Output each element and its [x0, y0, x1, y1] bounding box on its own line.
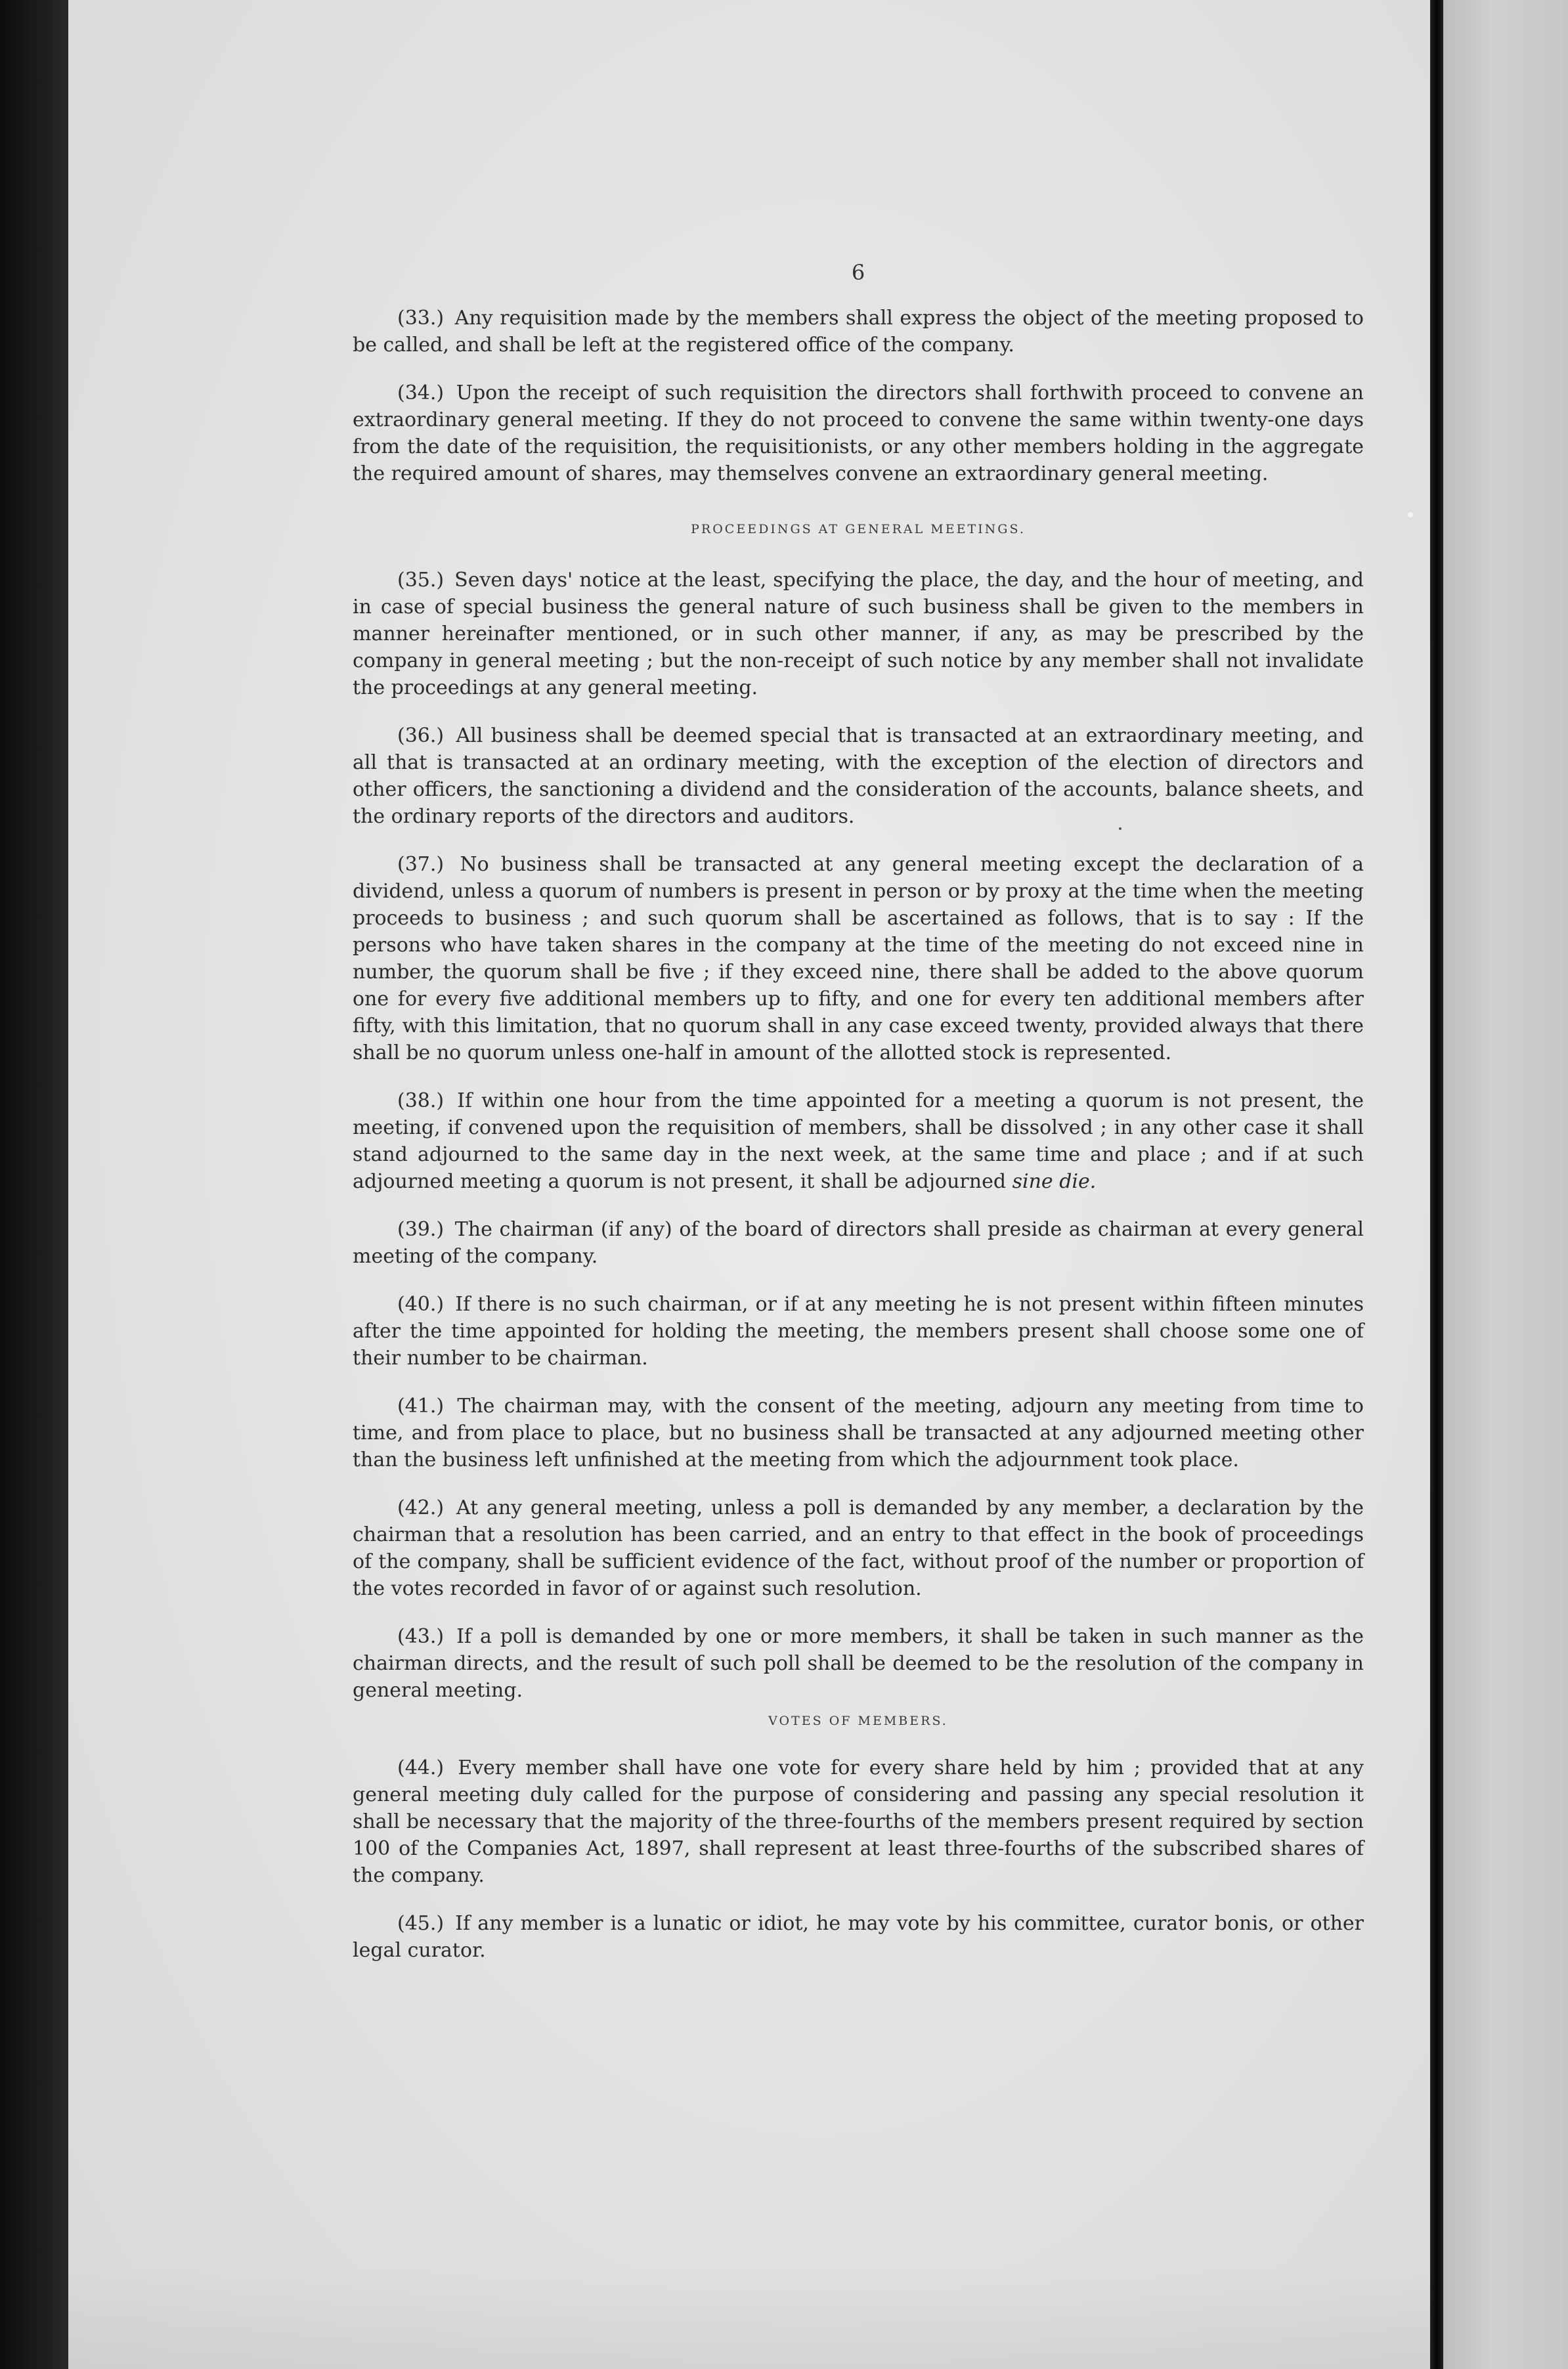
paragraph-number: (41.) — [397, 1395, 445, 1418]
heading-proceedings-at-general-meetings: PROCEEDINGS AT GENERAL MEETINGS. — [691, 522, 1026, 536]
paragraph-text: Any requisition made by the members shall express the object of the meeting proposed to be called, and shall be left at the registered office of the company. — [353, 307, 1364, 357]
paragraph-44 — [353, 1754, 1364, 1889]
paragraph-text: If a poll is demanded by one or more members, it shall be taken in such manner as the chairman directs, and the result of such poll shall be deemed to be the resolution of the company in general meeting. — [353, 1625, 1364, 1702]
paragraph-38 — [353, 1087, 1364, 1195]
paragraph-number: (37.) — [397, 853, 445, 876]
adjacent-page-edge — [1443, 0, 1568, 2369]
paragraph-36 — [353, 722, 1364, 830]
paragraph-45 — [353, 1910, 1364, 1964]
paragraph-number: (39.) — [397, 1218, 445, 1241]
paragraph-text: All business shall be deemed special that is transacted at an extraordinary meeting, and all that is transacted at an ordinary meeting, with the exception of the election of directors and other officers, the sanctioning a dividend and the consideration of the accounts, balance sheets, and the ordinary reports of the directors and auditors. — [353, 724, 1364, 828]
paragraph-text: Every member shall have one vote for every share held by him ; provided that at any general meeting duly called for the purpose of considering and passing any special resolution it shall be necessary that the majority of the three-fourths of the members present required by section 100 of the Companies Act, 1897, shall represent at least three-fourths of the subscribed shares of the company. — [353, 1756, 1364, 1887]
paragraph-33 — [353, 305, 1364, 359]
page-number: 6 — [851, 260, 865, 285]
paragraph-number: (44.) — [397, 1756, 445, 1779]
paragraph-text: Seven days' notice at the least, specifying the place, the day, and the hour of meeting, and in case of special business the general nature of such business shall be given to the members in manner hereinafter mentioned, or in such other manner, if any, as may be prescribed by the company in general meeting ; but the non-receipt of such notice by any member shall not invalidate the proceedings at any general meeting. — [353, 569, 1364, 699]
paragraph-number: (35.) — [397, 569, 445, 592]
paragraph-37 — [353, 851, 1364, 1066]
paragraph-number: (33.) — [397, 307, 445, 330]
paragraph-text: If within one hour from the time appointed for a meeting a quorum is not present, the meeting, if convened upon the requisition of members, shall be dissolved ; in any other case it shall stand adjourned to the same day in the next week, at the same time and place ; and if at such adjourned meeting a quorum is not present, it shall be adjourned — [353, 1089, 1364, 1193]
heading-votes-of-members: VOTES OF MEMBERS. — [768, 1714, 948, 1728]
paragraph-text: If any member is a lunatic or idiot, he may vote by his committee, curator bonis, or other legal curator. — [353, 1912, 1364, 1962]
paragraph-34 — [353, 380, 1364, 487]
paragraph-number: (40.) — [397, 1293, 445, 1316]
paragraph-text: Upon the receipt of such requisition the directors shall forthwith proceed to convene an extraordinary general meeting. If they do not proceed to convene the same within twenty-one days from the date of the requisition, the requisitionists, or any other members holding in the aggregate the required amount of shares, may themselves convene an extraordinary general meeting. — [353, 381, 1364, 485]
paragraph-number: (36.) — [397, 724, 445, 747]
scan-left-edge — [0, 0, 68, 2369]
paragraph-number: (45.) — [397, 1912, 445, 1935]
paragraph-text: At any general meeting, unless a poll is demanded by any member, a declaration by the chairman that a resolution has been carried, and an entry to that effect in the book of proceedings of the company, shall be sufficient evidence of the fact, without proof of the number or proportion of the votes recorded in favor of or against such resolution. — [353, 1496, 1364, 1600]
document-page — [68, 0, 1430, 2369]
scan-speck — [1408, 512, 1413, 517]
paragraph-42 — [353, 1494, 1364, 1602]
paragraph-number: (43.) — [397, 1625, 445, 1648]
paragraph-text: No business shall be transacted at any general meeting except the declaration of a dividend, unless a quorum of numbers is present in person or by proxy at the time when the meeting proceeds to business ; and such quorum shall be ascertained as follows, that is to say : If the persons who have taken shares in the company at the time of the meeting do not exceed nine in number, the quorum shall be five ; if they exceed nine, there shall be added to the above quorum one for every five additional members up to fifty, and one for every ten additional members after fifty, with this limitation, that no quorum shall in any case exceed twenty, provided always that there shall be no quorum unless one-half in amount of the allotted stock is represented. — [353, 853, 1364, 1064]
paragraph-40 — [353, 1291, 1364, 1372]
paragraph-text: The chairman may, with the consent of the meeting, adjourn any meeting from time to time, and from place to place, but no business shall be transacted at any adjourned meeting other than the business left unfinished at the meeting from which the adjournment took place. — [353, 1395, 1364, 1471]
paragraph-39 — [353, 1216, 1364, 1270]
page-shadow — [68, 2264, 1430, 2369]
paragraph-35 — [353, 567, 1364, 701]
paragraph-text: If there is no such chairman, or if at any meeting he is not present within fifteen minutes after the time appointed for holding the meeting, the members present shall choose some one of their number to be chairman. — [353, 1293, 1364, 1370]
binding-gutter — [1430, 0, 1443, 2369]
paragraph-41 — [353, 1393, 1364, 1473]
paragraph-number: (38.) — [397, 1089, 445, 1112]
paragraph-text: The chairman (if any) of the board of directors shall preside as chairman at every general meeting of the company. — [353, 1218, 1364, 1268]
page-text — [353, 259, 1364, 1985]
paragraph-number: (34.) — [397, 381, 445, 404]
paragraph-43 — [353, 1623, 1364, 1704]
paragraph-number: (42.) — [397, 1496, 445, 1519]
italic-phrase: sine die. — [1012, 1170, 1097, 1193]
